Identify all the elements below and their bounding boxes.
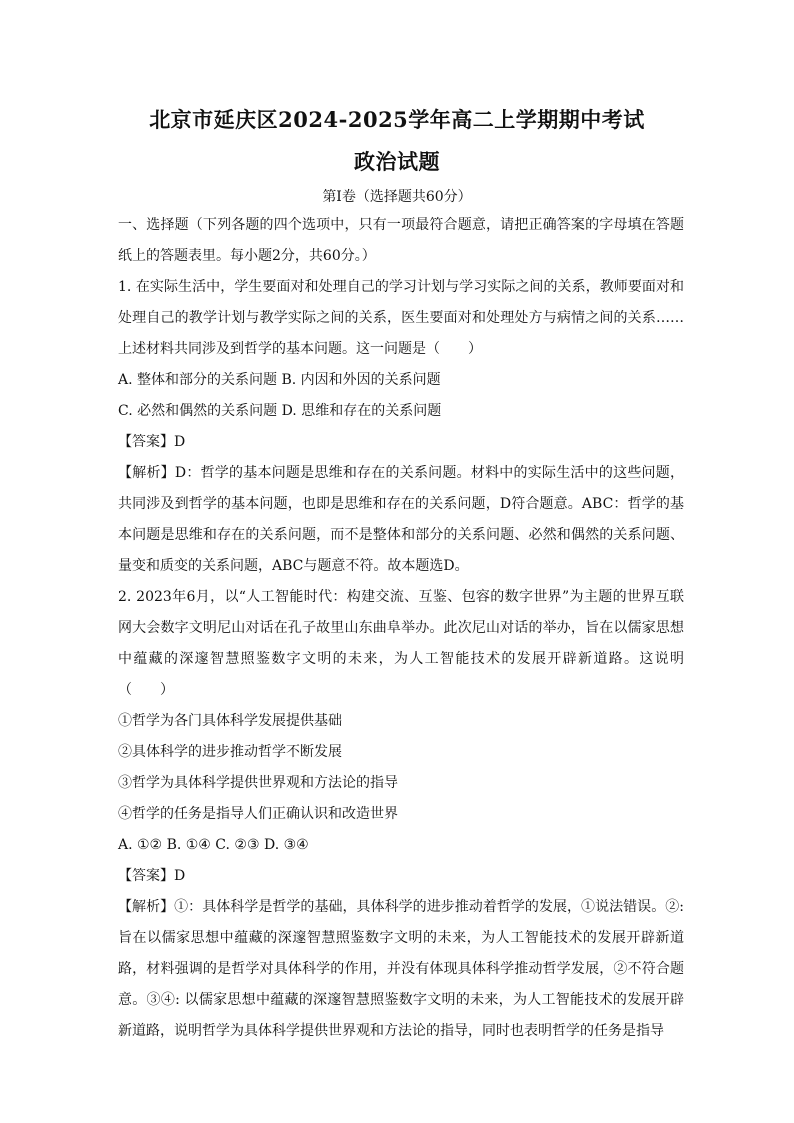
question-2-item-3: ③哲学为具体科学提供世界观和方法论的指导 <box>118 775 398 791</box>
question-1-stem: 1. 在实际生活中，学生要面对和处理自己的学习计划与学习实际之间的关系，教师要面对和处理自己的教学计划与教学实际之间的关系，医生要面对和处理处方与病情之间的关系……上述材料共同涉及到哲学的基本问题。这一问题是（ ） <box>118 279 684 357</box>
question-2-item-4: ④哲学的任务是指导人们正确认识和改造世界 <box>118 806 398 822</box>
section-intro: 一、选择题（下列各题的四个选项中，只有一项最符合题意，请把正确答案的字母填在答题纸上的答题表里。每小题2分，共60分。） <box>118 217 684 264</box>
question-2-analysis: 【解析】①：具体科学是哲学的基础，具体科学的进步推动着哲学的发展，①说法错误。②: 旨在以儒家思想中蕴藏的深邃智慧照鉴数字文明的未来，为人工智能技术的发展开辟新道路，材料强调的是哲学对具体科学的作用，并没有体现具体科学推动哲学发展，②不符合题意。③④: 以儒家思想中蕴藏的深邃智慧照鉴数字文明的未来，为人工智能技术的发展开辟新道路，说明哲学为具体科学提供世界观和方法论的指导，同时也表明哲学的任务是指导 <box>118 899 684 1039</box>
question-2-item-1: ①哲学为各门具体科学发展提供基础 <box>118 713 342 729</box>
question-2-answer: 【答案】D <box>118 868 186 884</box>
subject-title: 政治试题 <box>354 149 440 174</box>
question-2-stem: 2. 2023年6月，以“人工智能时代：构建交流、互鉴、包容的数字世界”为主题的世界互联网大会数字文明尼山对话在孔子故里山东曲阜举办。此次尼山对话的举办，旨在以儒家思想中蕴藏的深邃智慧照鉴数字文明的未来，为人工智能技术的发展开辟新道路。这说明（ ） <box>118 589 684 698</box>
section-subtitle: 第I卷（选择题共60分） <box>322 189 472 205</box>
question-1-answer: 【答案】D <box>118 434 186 450</box>
question-2-item-2: ②具体科学的进步推动哲学不断发展 <box>118 744 342 760</box>
document-body <box>118 210 684 1047</box>
question-1-options-ab: A. 整体和部分的关系问题 B. 内因和外因的关系问题 <box>118 372 441 388</box>
question-1-analysis: 【解析】D：哲学的基本问题是思维和存在的关系问题。材料中的实际生活中的这些问题，共同涉及到哲学的基本问题，也即是思维和存在的关系问题，D符合题意。ABC：哲学的基本问题是思维和存在的关系问题，而不是整体和部分的关系问题、必然和偶然的关系问题、量变和质变的关系问题，ABC与题意不符。故本题选D。 <box>118 465 684 574</box>
question-1-options-cd: C. 必然和偶然的关系问题 D. 思维和存在的关系问题 <box>118 403 442 419</box>
question-2-options: A. ①② B. ①④ C. ②③ D. ③④ <box>118 837 309 853</box>
exam-title: 北京市延庆区2024-2025学年高二上学期期中考试 <box>149 107 645 132</box>
